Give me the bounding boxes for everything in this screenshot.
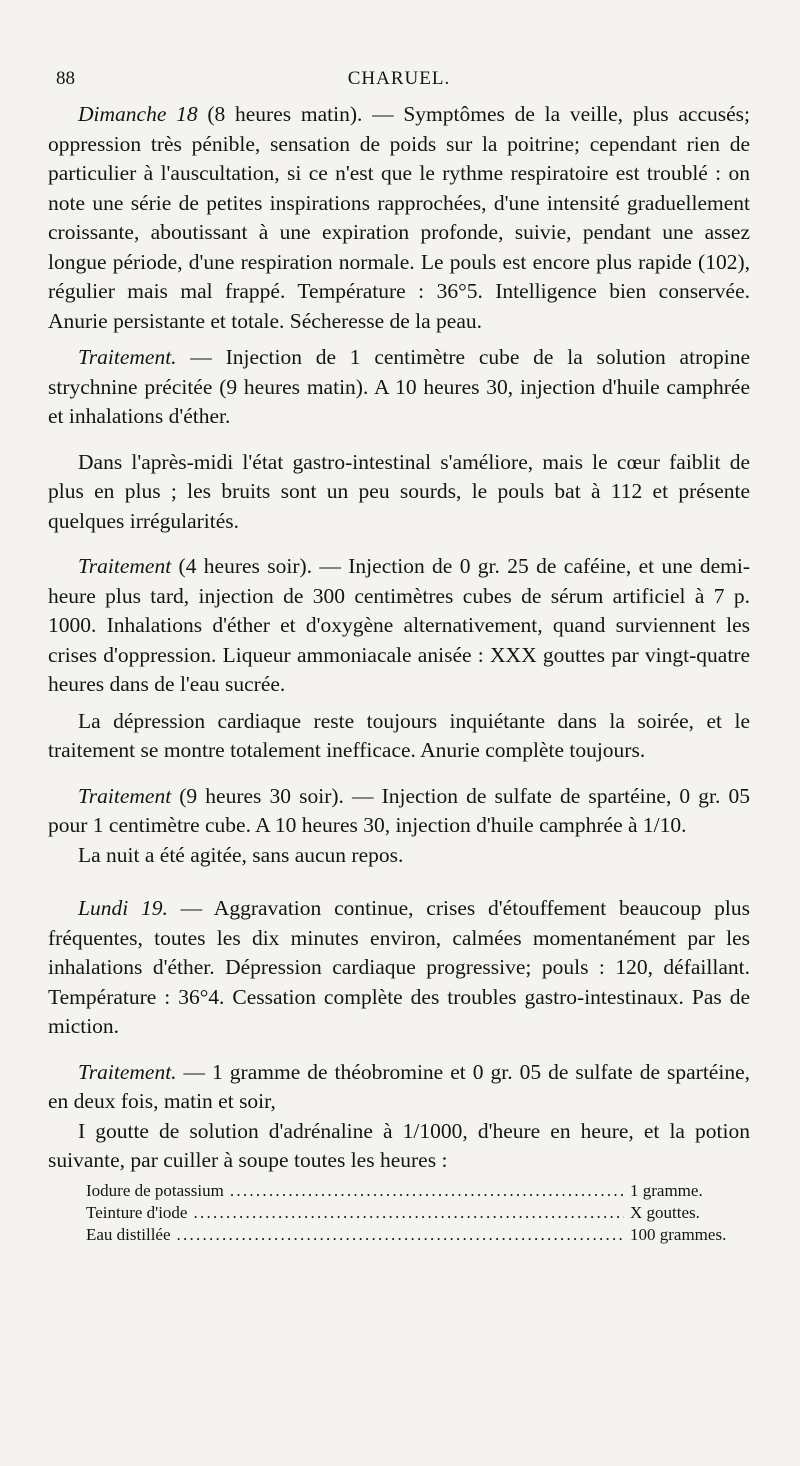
page-number: 88 bbox=[56, 68, 75, 89]
paragraph-text: I goutte de solution d'adrénaline à 1/1000, d'heure en heure, et la potion suivante, par cuiller à soupe toutes les heures : bbox=[48, 1118, 750, 1172]
dot-leader bbox=[230, 1180, 624, 1202]
paragraph-text: La dépression cardiaque reste toujours inquiétante dans la soirée, et le traitement se montre totalement inefficace. Anurie complète toujours. bbox=[48, 708, 750, 762]
prescription-row bbox=[86, 1180, 750, 1202]
paragraph-lead: Traitement. bbox=[78, 345, 177, 369]
paragraph-lead: Traitement bbox=[78, 783, 172, 808]
paragraph-text: (8 heures matin). — Symptômes de la veille, plus accusés; oppression très pénible, sensation de poids sur la poitrine; cependant rien de particulier à l'auscultation, si ce n'est que le rythme respiratoire est troublé : on note une série de petites inspirations rapprochées, d'une intensité graduellement croissante, aboutissant à une expiration profonde, suivie, pendant une assez longue période, d'une respiration normale. Le pouls est encore plus rapide (102), régulier mais mal frappé. Température : 36°5. Intelligence bien conservée. Anurie persistante et totale. Sécheresse de la peau. bbox=[48, 102, 750, 333]
paragraph bbox=[48, 841, 750, 871]
ingredient-dose: 1 gramme. bbox=[630, 1180, 703, 1200]
paragraph bbox=[48, 1058, 750, 1117]
ingredient-name: Teinture d'iode bbox=[86, 1202, 188, 1222]
paragraph-text: — Injection de 1 centimètre cube de la solution atropine strychnine précitée (9 heures matin). A 10 heures 30, injection d'huile camphrée et inhalations d'éther. bbox=[48, 345, 750, 428]
paragraph-text: (4 heures soir). — Injection de 0 gr. 25 de caféine, et une demi-heure plus tard, injection de 300 centimètres cubes de sérum artificiel à 7 p. 1000. Inhalations d'éther et d'oxygène alternativement, quand surviennent les crises d'oppression. Liqueur ammoniacale anisée : XXX gouttes par vingt-quatre heures dans de l'eau sucrée. bbox=[48, 554, 750, 696]
prescription-row bbox=[86, 1202, 750, 1224]
paragraph-text: (9 heures 30 soir). — Injection de sulfate de spartéine, 0 gr. 05 pour 1 centimètre cube. A 10 heures 30, injection d'huile camphrée à 1/10. bbox=[48, 783, 750, 837]
paragraph-lead: Traitement. bbox=[78, 1059, 177, 1084]
paragraph bbox=[48, 343, 750, 432]
ingredient-dose: X gouttes. bbox=[630, 1202, 700, 1222]
paragraph bbox=[48, 448, 750, 537]
dot-leader bbox=[177, 1224, 624, 1246]
ingredient-name: Eau distillée bbox=[86, 1224, 171, 1244]
paragraph bbox=[48, 782, 750, 841]
paragraph-lead: Traitement bbox=[78, 554, 172, 578]
body-text bbox=[48, 100, 750, 1176]
paragraph-lead: Lundi 19. bbox=[78, 896, 168, 920]
paragraph bbox=[48, 552, 750, 700]
paragraph-text: Dans l'après-midi l'état gastro-intestinal s'améliore, mais le cœur faiblit de plus en plus ; les bruits sont un peu sourds, le pouls bat à 112 et présente quelques irrégularités. bbox=[48, 449, 750, 533]
paragraph-lead: Dimanche 18 bbox=[78, 102, 198, 126]
paragraph bbox=[48, 100, 750, 336]
paragraph-text: — Aggravation continue, crises d'étouffement beaucoup plus fréquentes, toutes les dix minutes environ, calmées momentanément par les inhalations d'éther. Dépression cardiaque progressive; pouls : 120, défaillant. Température : 36°4. Cessation complète des troubles gastro-intestinaux. Pas de miction. bbox=[48, 896, 750, 1038]
prescription-row bbox=[86, 1224, 750, 1246]
ingredient-name: Iodure de potassium bbox=[86, 1180, 224, 1200]
dot-leader bbox=[193, 1202, 624, 1224]
paragraph-text: La nuit a été agitée, sans aucun repos. bbox=[78, 842, 404, 867]
prescription-list bbox=[86, 1180, 750, 1246]
page-header bbox=[48, 68, 750, 100]
ingredient-dose: 100 grammes. bbox=[630, 1224, 727, 1244]
paragraph bbox=[48, 894, 750, 1042]
running-head: CHARUEL. bbox=[347, 68, 451, 89]
paragraph bbox=[48, 707, 750, 766]
paragraph-text: — 1 gramme de théobromine et 0 gr. 05 de sulfate de spartéine, en deux fois, matin et soir, bbox=[48, 1059, 750, 1113]
paragraph bbox=[48, 1117, 750, 1176]
